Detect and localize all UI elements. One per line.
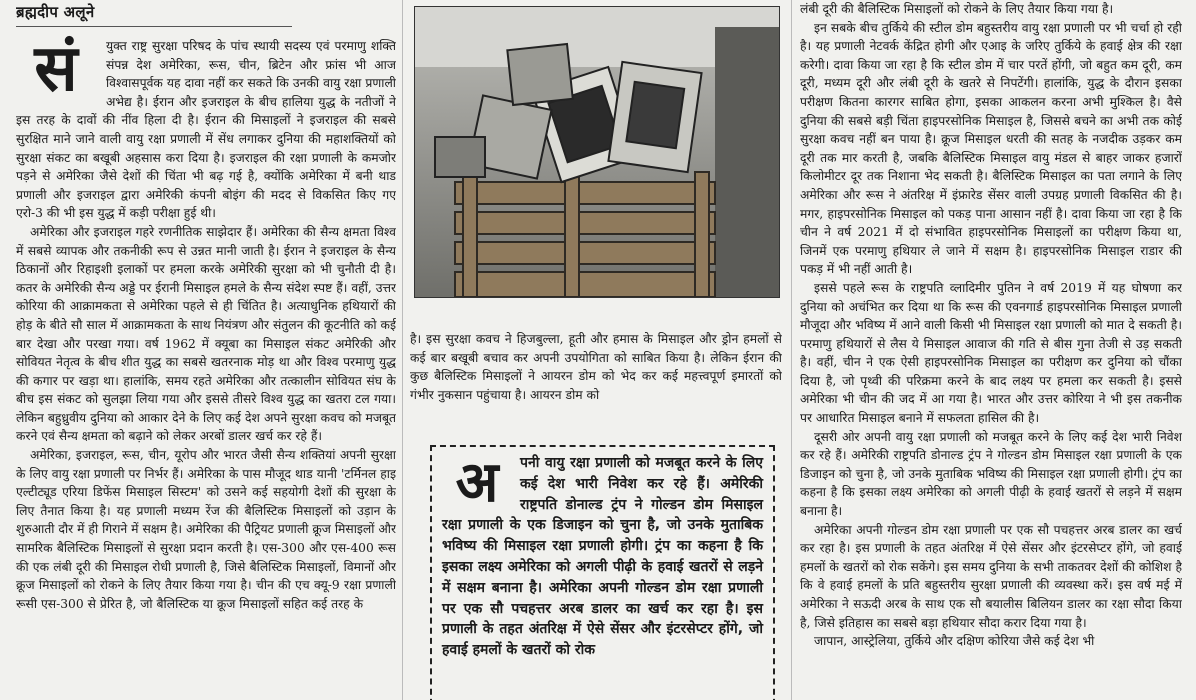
column-divider xyxy=(402,0,403,700)
paragraph: युक्त राष्ट्र सुरक्षा परिषद के पांच स्थायी सदस्य एवं परमाणु शक्ति संपन्न देश अमेरिका, रूस, चीन, ब्रिटेन और फ्रांस भी आज विश्वासपूर्वक यह दावा नहीं कर सकते कि उनकी वायु रक्षा प्रणाली अभेद्य है। ईरान और इजराइल के बीच हालिया युद्ध के नतीजों ने इस तरह के दावों की नींव हिला दी है। ईरान की मिसाइलों ने इजराइल की सबसे सुरक्षित माने जाने वाली वायु रक्षा प्रणाली में सेंध लगाकर दुनिया की महाशक्तियों को सुरक्षा संकट का बखूबी अहसास करा दिया है। इजराइल की रक्षा प्रणाली के कमजोर पड़ने से अमेरिका जैसे देशों की चिंता भी बढ़ गई है, क्योंकि अमेरिका में बनी थाड प्रणाली और इजराइल द्वारा अमेरिकी कंपनी बोइंग की मदद से विकसित किए गए एरो-3 की भी इस युद्ध में कड़ी परीक्षा हुई थी। xyxy=(16,39,396,221)
paragraph: है। इस सुरक्षा कवच ने हिजबुल्ला, हूती और हमास के मिसाइल और ड्रोन हमलों से कई बार बखूबी बचाव कर अपनी उपयोगिता को साबित किया है। लेकिन ईरान की कुछ बैलिस्टिक मिसाइलों ने आयरन डोम को भेद कर कई महत्त्वपूर्ण इमारतों को गंभीर नुकसान पहुंचाया है। आयरन डोम को xyxy=(410,332,782,402)
paragraph: जापान, आस्ट्रेलिया, तुर्किये और दक्षिण कोरिया जैसे कई देश भी xyxy=(814,634,1095,649)
photo-illustration xyxy=(415,7,779,297)
article-column-2 xyxy=(410,0,782,700)
byline-divider xyxy=(16,26,292,27)
paragraph: दूसरी ओर अपनी वायु रक्षा प्रणाली को मजबूत करने के लिए कई देश भारी निवेश कर रहे हैं। अमेरिकी राष्ट्रपति डोनाल्ड ट्रंप ने गोल्डन डोम मिसाइल रक्षा प्रणाली के एक डिजाइन को चुना है, जो उनके मुताबिक भविष्य की मिसाइल रक्षा प्रणाली होगी। ट्रंप का कहना है कि इसका लक्ष्य अमेरिका को अगली पीढ़ी के हवाई खतरों से लड़ने में सक्षम बनाना है। xyxy=(800,429,1182,519)
news-photo xyxy=(414,6,780,298)
article-column-1 xyxy=(16,0,396,700)
drop-cap: अ xyxy=(455,449,499,515)
highlight-text: पनी वायु रक्षा प्रणाली को मजबूत करने के लिए कई देश भारी निवेश कर रहे हैं। अमेरिकी राष्ट्रपति डोनाल्ड ट्रंप ने गोल्डन डोम मिसाइल रक्षा प्रणाली के एक डिजाइन को चुना है, जो उनके मुताबिक भविष्य की मिसाइल रक्षा प्रणाली होगी। ट्रंप का कहना है कि इसका लक्ष्य अमेरिका को अगली पीढ़ी के हवाई खतरों से लड़ने में सक्षम बनाना है। अमेरिका अपनी गोल्डन डोम रक्षा प्रणाली पर एक सौ पचहत्तर अरब डालर का खर्च कर रहा है। इस प्रणाली के तहत अंतरिक्ष में ऐसे सेंसर और इंटरसेप्टर होंगे, जो हवाई हमलों के खतरों को रोक xyxy=(442,455,763,659)
photo-caption-text xyxy=(410,330,782,404)
article-column-3 xyxy=(800,0,1182,700)
column-divider xyxy=(791,0,792,700)
paragraph: इससे पहले रूस के राष्ट्रपति व्लादिमीर पुतिन ने वर्ष 2019 में यह घोषणा कर दुनिया को अचंभित कर दिया था कि रूस की एवनगार्ड हाइपरसोनिक मिसाइल प्रणाली मौजूदा और भविष्य में आने वाली किसी भी मिसाइल रक्षा प्रणाली को मात दे सकती है। परमाणु हथियारों से लैस ये मिसाइल आवाज की गति से बीस गुना तेजी से उड़ सकती है। वहीं, चीन ने एक ऐसी हाइपरसोनिक मिसाइल का परीक्षण कर दुनिया को चौंका दिया है, जो पृथ्वी की परिक्रमा करने के बाद लक्ष्य पर हमला कर सकती है। इससे अमेरिका भी चीन की जद में आ गया है। भारत और उत्तर कोरिया ने भी इस तकनीक पर आधारित मिसाइल बनाने में सफलता हासिल की है। xyxy=(800,280,1182,426)
paragraph: अमेरिका और इजराइल गहरे रणनीतिक साझेदार हैं। अमेरिका की सैन्य क्षमता विश्व में सबसे व्यापक और तकनीकी रूप से उन्नत मानी जाती है। ईरान ने इजराइल के सैन्य ठिकानों और रिहाइशी इलाकों पर हमला करके अमेरिकी सुरक्षा को भी चुनौती दी है। कतर के अमेरिकी सैन्य अड्डे पर ईरानी मिसाइल हमले के सैन्य संदेश स्पष्ट हैं। वहीं, उत्तर कोरिया की आक्रामकता से अमेरिका पहले से ही चिंतित है। अत्याधुनिक हथियारों की होड़ के बीते सौ साल में आक्रामकता के साथ नियंत्रण और संतुलन की कूटनीति को कई बार देखा और परखा गया। वर्ष 1962 में क्यूबा का मिसाइल संकट अमेरिकी और सोवियत नेतृत्व के बीच शीत युद्ध का सबसे खतरनाक मोड़ था और विश्व परमाणु युद्ध की कगार पर खड़ा था। हालांकि, समय रहते अमेरिका और तत्कालीन सोवियत संघ के बीच इस संकट को सुलझा लिया गया और इससे तीसरे विश्व युद्ध का खतरा टल गया। लेकिन बहुध्रुवीय दुनिया को आकार देने के लिए कई देश अपने सुरक्षा कवच को मजबूत करने एवं सैन्य क्षमता को बढ़ाने को लेकर अरबों डालर खर्च कर रहे हैं। xyxy=(16,224,396,444)
paragraph: लंबी दूरी की बैलिस्टिक मिसाइलों को रोकने के लिए तैयार किया गया है। xyxy=(800,2,1114,16)
drop-cap: सं xyxy=(34,31,78,106)
paragraph: अमेरिका अपनी गोल्डन डोम रक्षा प्रणाली पर एक सौ पचहत्तर अरब डालर का खर्च कर रहा है। इस प्रणाली के तहत अंतरिक्ष में ऐसे सेंसर और इंटरसेप्टर होंगे, जो हवाई हमलों के खतरों को रोक सकेंगे। इस समय दुनिया के सभी ताकतवर देशों की कोशिश है कि वे हवाई हमलों के प्रति बहुस्तरीय सुरक्षा प्रणाली की व्यवस्था करें। इस वर्ष मई में अमेरिका ने सऊदी अरब के साथ एक सौ बयालीस बिलियन डालर का रक्षा सौदा किया है, जिसे इतिहास का सबसे बड़ा हथियार सौदा करार दिया गया है। xyxy=(800,522,1182,630)
paragraph: अमेरिका, इजराइल, रूस, चीन, यूरोप और भारत जैसी सैन्य शक्तियां अपनी सुरक्षा के लिए वायु रक्षा प्रणाली पर निर्भर हैं। अमेरिका के पास मौजूद थाड यानी 'टर्मिनल हाइ एल्टीट्यूड एरिया डिफेंस मिसाइल सिस्टम' को उसने कई सहयोगी देशों की सुरक्षा के लिए तैनात किया है। यह प्रणाली मध्यम रेंज की बैलिस्टिक मिसाइलों को उड़ान के शुरुआती दौर में ही गिराने में सक्षम है। अमेरिका की पैट्रियट प्रणाली क्रूज मिसाइलों और सामरिक बैलिस्टिक मिसाइलों से सुरक्षा प्रदान करती है। एस-300 और एस-400 रूस की एक लंबी दूरी की मिसाइल रोधी प्रणाली है, जिसे बैलिस्टिक मिसाइलों, विमानों और क्रूज मिसाइलों को रोकने के लिए तैयार किया गया है। चीन की एच क्यू-9 रक्षा प्रणाली रूसी एस-300 से प्रेरित है, जो बैलिस्टिक या क्रूज मिसाइलों सहित कई तरह के xyxy=(16,448,396,611)
highlight-box xyxy=(430,445,775,700)
author-byline: ब्रह्मदीप अलूने xyxy=(16,3,95,21)
paragraph: इन सबके बीच तुर्किये की स्टील डोम बहुस्तरीय वायु रक्षा प्रणाली पर भी चर्चा हो रही है। यह प्रणाली नेटवर्क केंद्रित होगी और एआइ के जरिए तुर्किये के हवाई क्षेत्र की रक्षा करेगी। दावा किया जा रहा है कि स्टील डोम में चार परतें होंगी, जो बहुत कम दूरी, कम दूरी, मध्यम दूरी और लंबी दूरी के खतरे से निपटेंगी। हालांकि, युद्ध के दौरान इसका परीक्षण कितना कारगर साबित होगा, इसका आकलन करना अभी मुश्किल है। वैसे दुनिया की सबसे बड़ी चिंता हाइपरसोनिक मिसाइल है, जिससे बचने का अभी तक कोई सुरक्षा कवच नहीं बन पाया है। क्रूज मिसाइल धरती की सतह के नजदीक उड़कर कम दूरी तक मार करती है, जबकि बैलिस्टिक मिसाइल वायु मंडल से बाहर जाकर हजारों किलोमीटर दूर तक निशाना भेद सकती है। बैलिस्टिक मिसाइल का पता लगाने के लिए अमेरिका और रूस ने अंतरिक्ष में इंफ्रारेड सेंसर वाली उपग्रह प्रणाली विकसित की है। मगर, हाइपरसोनिक मिसाइल को पकड़ पाना आसान नहीं है। दावा किया जा रहा है कि चीन ने वर्ष 2021 में दो संभावित हाइपरसोनिक मिसाइलों का परीक्षण किया था, जिनमें एक परमाणु हथियार ले जाने में सक्षम है। हाइपरसोनिक मिसाइल राडार की पकड़ में भी नहीं आती है। xyxy=(800,20,1182,277)
